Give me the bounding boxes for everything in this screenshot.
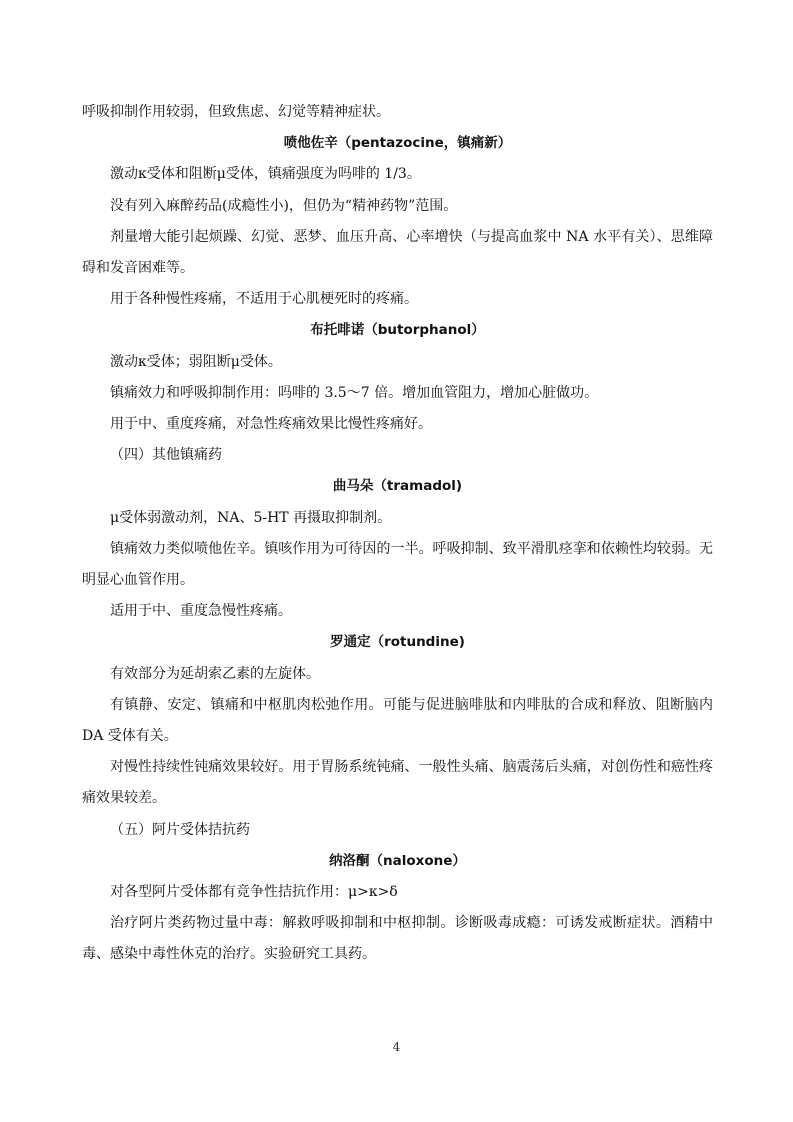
paragraph: μ受体弱激动剂，NA、5-HT 再摄取抑制剂。 — [110, 509, 392, 526]
document-body — [82, 97, 713, 971]
section-heading: 纳洛酮（naloxone） — [329, 852, 466, 869]
paragraph: 用于中、重度疼痛，对急性疼痛效果比慢性疼痛好。 — [110, 416, 432, 433]
paragraph: 适用于中、重度急慢性疼痛。 — [110, 603, 292, 620]
paragraph: 治疗阿片类药物过量中毒：解救呼吸抑制和中枢抑制。诊断吸毒成瘾：可诱发戒断症状。酒精中毒、感染中毒性休克的治疗。实验研究工具药。 — [82, 915, 713, 963]
paragraph: 激动κ受体和阻断μ受体，镇痛强度为吗啡的 1/3。 — [110, 166, 421, 183]
paragraph: 激动κ受体；弱阻断μ受体。 — [110, 353, 282, 370]
paragraph: 剂量增大能引起烦躁、幻觉、恶梦、血压升高、心率增快（与提高血浆中 NA 水平有关）、思维障碍和发音困难等。 — [82, 228, 713, 277]
paragraph: 镇痛效力类似喷他佐辛。镇咳作用为可待因的一半。呼吸抑制、致平滑肌痉挛和依赖性均较弱。无明显心血管作用。 — [82, 540, 713, 589]
section-heading: 曲马朵（tramadol) — [332, 478, 463, 495]
paragraph: 有效部分为延胡索乙素的左旋体。 — [110, 665, 320, 682]
page-number: 4 — [392, 1040, 401, 1054]
paragraph: （五）阿片受体拮抗药 — [110, 821, 250, 838]
paragraph: 对慢性持续性钝痛效果较好。用于胃肠系统钝痛、一般性头痛、脑震荡后头痛，对创伤性和癌性疼痛效果较差。 — [82, 759, 713, 807]
paragraph: 镇痛效力和呼吸抑制作用：吗啡的 3.5～7 倍。增加血管阻力，增加心脏做功。 — [110, 384, 599, 401]
paragraph: 有镇静、安定、镇痛和中枢肌肉松弛作用。可能与促进脑啡肽和内啡肽的合成和释放、阻断脑内 DA 受体有关。 — [82, 696, 713, 745]
section-heading: 喷他佐辛（pentazocine，镇痛新） — [283, 135, 512, 152]
paragraph: （四）其他镇痛药 — [110, 447, 222, 464]
paragraph: 呼吸抑制作用较弱，但致焦虑、幻觉等精神症状。 — [82, 104, 390, 120]
section-heading: 布托啡诺（butorphanol） — [310, 322, 485, 339]
paragraph: 用于各种慢性疼痛，不适用于心肌梗死时的疼痛。 — [110, 291, 418, 308]
paragraph: 没有列入麻醉药品(成瘾性小)，但仍为“精神药物”范围。 — [110, 197, 458, 214]
paragraph: 对各型阿片受体都有竞争性拮抗作用：μ>κ>δ — [110, 884, 398, 901]
section-heading: 罗通定（rotundine) — [330, 634, 465, 651]
